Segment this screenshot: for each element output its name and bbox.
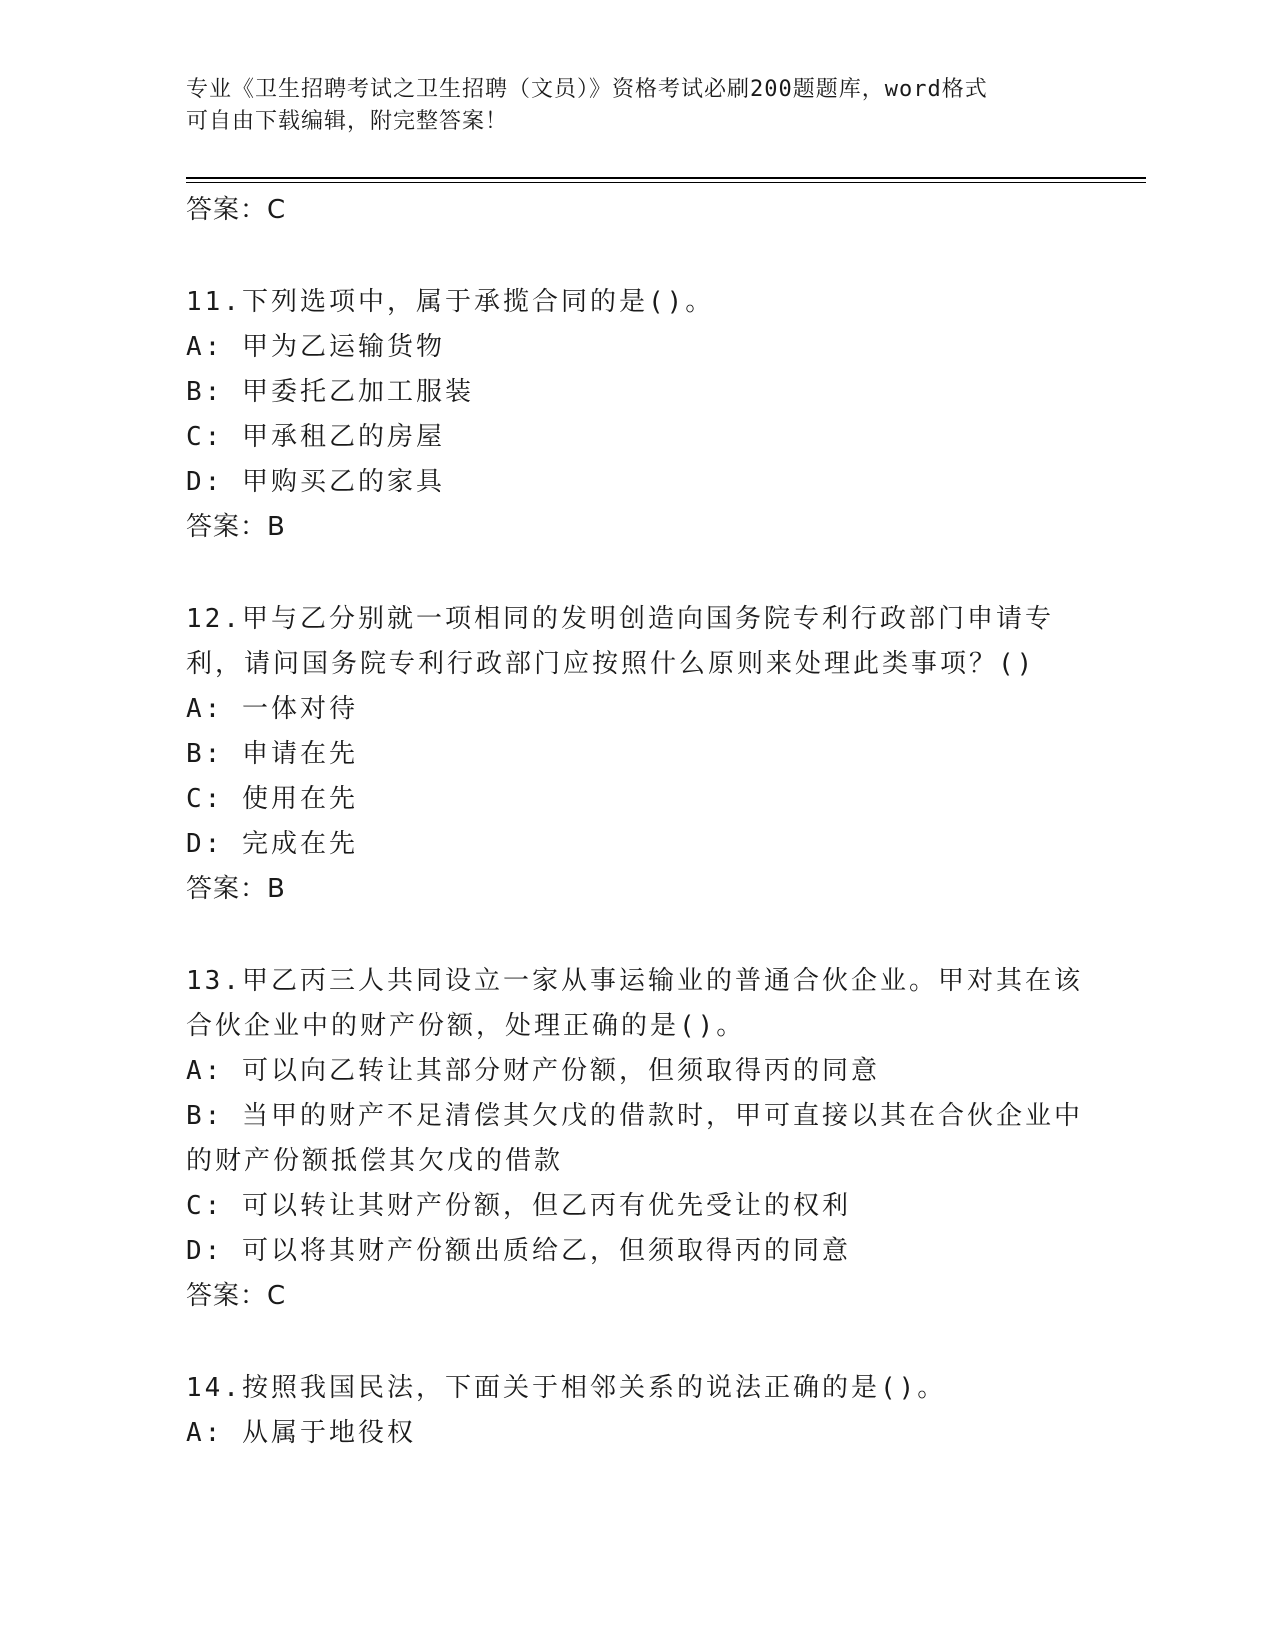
option-d: D: 甲购买乙的家具 (186, 467, 445, 497)
option-c: C: 甲承租乙的房屋 (186, 422, 445, 452)
answer-text: 答案：C (186, 195, 287, 225)
header-line-1: 专业《卫生招聘考试之卫生招聘（文员）》资格考试必刷200题题库，word格式 (186, 77, 988, 102)
question-13 (186, 959, 1086, 1318)
question-12 (186, 597, 1086, 911)
option-a: A: 一体对待 (186, 694, 358, 724)
option-c: C: 使用在先 (186, 784, 358, 814)
question-stem: 13.甲乙丙三人共同设立一家从事运输业的普通合伙企业。甲对其在该合伙企业中的财产份额，处理正确的是()。 (186, 966, 1083, 1041)
question-list (186, 188, 1086, 1456)
option-d: D: 可以将其财产份额出质给乙，但须取得丙的同意 (186, 1236, 851, 1266)
option-a: A: 甲为乙运输货物 (186, 332, 445, 362)
document-header (186, 74, 1066, 138)
question-stem: 14.按照我国民法，下面关于相邻关系的说法正确的是()。 (186, 1373, 947, 1403)
option-c: C: 可以转让其财产份额，但乙丙有优先受让的权利 (186, 1191, 851, 1221)
option-b: B: 申请在先 (186, 739, 358, 769)
answer-text: 答案：B (186, 512, 286, 542)
answer-text: 答案：C (186, 1281, 287, 1311)
option-b: B: 甲委托乙加工服装 (186, 377, 474, 407)
header-rule-thin (186, 182, 1146, 183)
question-11 (186, 280, 1086, 549)
question-stem: 11.下列选项中，属于承揽合同的是()。 (186, 287, 715, 317)
question-stem: 12.甲与乙分别就一项相同的发明创造向国务院专利行政部门申请专利，请问国务院专利行政部门应按照什么原则来处理此类事项？() (186, 604, 1054, 679)
option-a: A: 可以向乙转让其部分财产份额，但须取得丙的同意 (186, 1056, 880, 1086)
option-a: A: 从属于地役权 (186, 1418, 416, 1448)
option-d: D: 完成在先 (186, 829, 358, 859)
answer-text: 答案：B (186, 874, 286, 904)
option-b: B: 当甲的财产不足清偿其欠戊的借款时，甲可直接以其在合伙企业中的财产份额抵偿其欠戊的借款 (186, 1101, 1083, 1176)
header-line-2: 可自由下载编辑，附完整答案！ (186, 109, 509, 134)
question-14 (186, 1366, 1086, 1456)
header-rule (186, 177, 1146, 179)
